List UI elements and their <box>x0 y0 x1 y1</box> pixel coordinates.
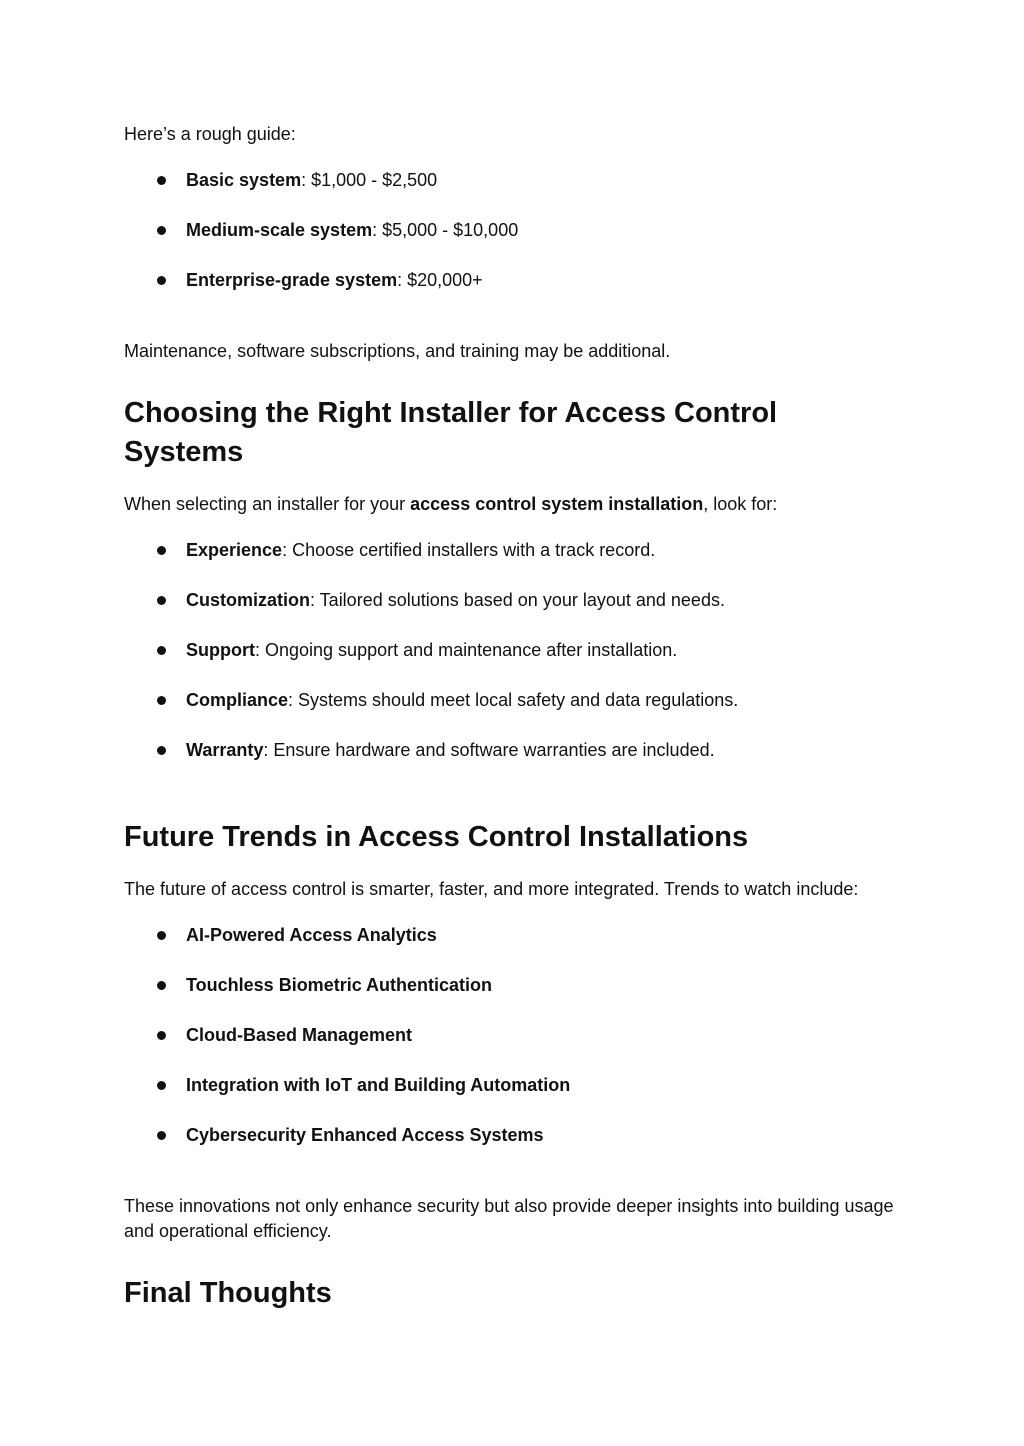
list-item-text: : $20,000+ <box>397 270 483 290</box>
bullet-icon <box>157 981 166 990</box>
installer-intro <box>124 492 914 517</box>
list-item-text: : Choose certified installers with a track record. <box>282 540 656 560</box>
list-item <box>124 688 738 738</box>
list-item-text: : $1,000 - $2,500 <box>301 170 438 190</box>
bullet-icon <box>157 276 166 285</box>
list-item <box>124 1073 570 1123</box>
list-item <box>124 738 738 788</box>
list-item-term: Experience <box>186 540 283 560</box>
bullet-icon <box>157 696 166 705</box>
installer-intro-text: When selecting an installer for your <box>124 494 411 514</box>
bullet-icon <box>157 226 166 235</box>
list-item <box>124 1023 570 1073</box>
list-item-term: Warranty <box>186 740 264 760</box>
trends-heading: Future Trends in Access Control Installations <box>124 821 749 853</box>
list-item <box>124 268 518 318</box>
list-item-term: Cloud-Based Management <box>186 1025 413 1045</box>
bullet-icon <box>157 1031 166 1040</box>
list-item <box>124 538 738 588</box>
installer-criteria-list <box>124 538 738 788</box>
list-item-term: Customization <box>186 590 310 610</box>
list-item-term: Cybersecurity Enhanced Access Systems <box>186 1125 544 1145</box>
bullet-icon <box>157 746 166 755</box>
list-item <box>124 588 738 638</box>
bullet-icon <box>157 646 166 655</box>
list-item-text: : Systems should meet local safety and data regulations. <box>288 690 739 710</box>
list-item <box>124 638 738 688</box>
list-item-text: : Ongoing support and maintenance after installation. <box>255 640 678 660</box>
bullet-icon <box>157 1131 166 1140</box>
final-heading: Final Thoughts <box>124 1277 332 1309</box>
bullet-icon <box>157 546 166 555</box>
list-item-term: Medium-scale system <box>186 220 373 240</box>
list-item-term: Compliance <box>186 690 289 710</box>
trends-list <box>124 923 570 1173</box>
installer-heading: Choosing the Right Installer for Access Control Systems <box>124 397 778 468</box>
list-item-term: AI-Powered Access Analytics <box>186 925 437 945</box>
list-item-text: : Tailored solutions based on your layout and needs. <box>310 590 725 610</box>
maintenance-note: Maintenance, software subscriptions, and training may be additional. <box>124 341 671 361</box>
bullet-icon <box>157 596 166 605</box>
list-item-term: Integration with IoT and Building Automation <box>186 1075 571 1095</box>
trends-closing: These innovations not only enhance security but also provide deeper insights into building usage and operational efficiency. <box>124 1196 894 1241</box>
list-item-term: Touchless Biometric Authentication <box>186 975 493 995</box>
list-item <box>124 218 518 268</box>
list-item-term: Support <box>186 640 255 660</box>
bullet-icon <box>157 176 166 185</box>
bullet-icon <box>157 1081 166 1090</box>
list-item <box>124 168 518 218</box>
list-item <box>124 923 570 973</box>
pricing-list <box>124 168 518 318</box>
installer-intro-bold: access control system installation <box>410 494 704 514</box>
bullet-icon <box>157 931 166 940</box>
list-item <box>124 1123 570 1173</box>
list-item-text: : Ensure hardware and software warranties are included. <box>263 740 715 760</box>
list-item-term: Basic system <box>186 170 302 190</box>
intro-paragraph: Here’s a rough guide: <box>124 124 296 144</box>
list-item-text: : $5,000 - $10,000 <box>372 220 519 240</box>
list-item <box>124 973 570 1023</box>
trends-intro: The future of access control is smarter, faster, and more integrated. Trends to watch include: <box>124 879 859 899</box>
installer-intro-end: , look for: <box>703 494 778 514</box>
list-item-term: Enterprise-grade system <box>186 270 398 290</box>
